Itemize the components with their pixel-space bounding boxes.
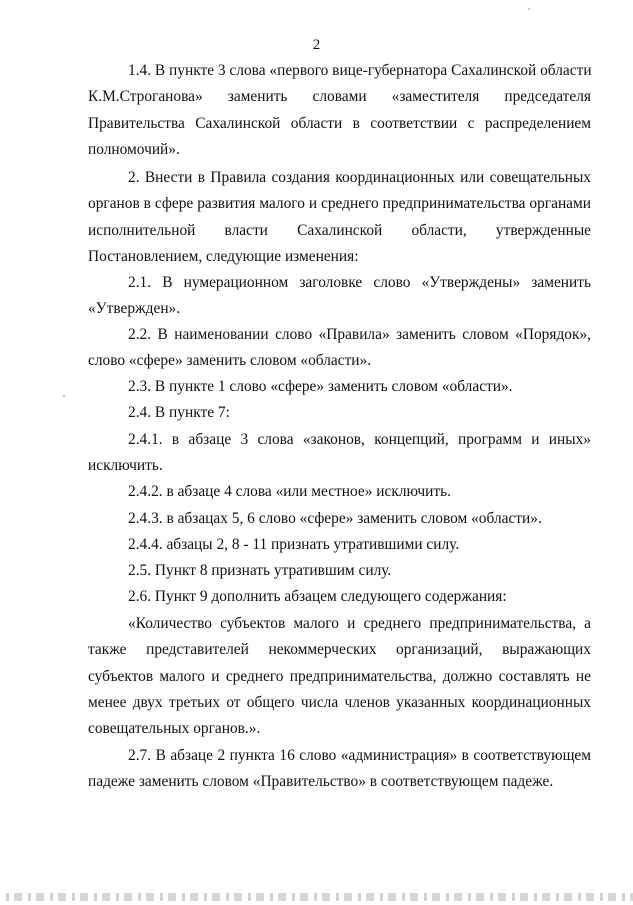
paragraph — [88, 743, 591, 796]
text-line: 2.7. В абзаце 2 пункта 16 слово «администрация» в соответствующем — [128, 747, 591, 764]
text-line: 2.4. В пункте 7: — [128, 404, 230, 421]
text-line: совещательных органов.». — [88, 720, 261, 738]
page-number: 2 — [312, 37, 321, 53]
text-line: слово «сфере» заменить словом «области». — [88, 352, 372, 370]
text-line: падеже заменить словом «Правительство» в соответствующем падеже. — [88, 773, 554, 791]
scan-edge-noise — [0, 893, 633, 901]
paragraph — [88, 58, 591, 163]
text-line: 2.2. В наименовании слово «Правила» заменить словом «Порядок», — [128, 326, 591, 343]
scan-speck — [528, 8, 530, 10]
paragraph — [88, 611, 591, 742]
paragraph — [88, 479, 591, 505]
text-line: исполнительной власти Сахалинской области, утвержденные — [88, 221, 591, 239]
paragraph — [88, 322, 591, 375]
paragraph — [88, 427, 591, 480]
text-line: 2. Внести в Правила создания координационных или совещательных — [128, 169, 591, 186]
paragraph — [88, 400, 591, 426]
paragraph — [88, 270, 591, 323]
text-line: «Количество субъектов малого и среднего предпринимательства, а — [128, 615, 591, 632]
text-line: 2.5. Пункт 8 признать утратившим силу. — [128, 562, 392, 579]
text-line: также представителей некоммерческих организаций, выражающих — [88, 641, 591, 659]
text-line: исключить. — [88, 457, 163, 475]
text-line: Постановлением, следующие изменения: — [88, 247, 359, 265]
scan-speck — [63, 395, 65, 397]
paragraph — [88, 558, 591, 584]
text-line: 2.3. В пункте 1 слово «сфере» заменить словом «области». — [128, 378, 513, 395]
paragraph — [88, 374, 591, 400]
text-line: 2.4.1. в абзаце 3 слова «законов, концепций, программ и иных» — [128, 431, 591, 448]
text-line: «Утвержден». — [88, 300, 181, 318]
text-line: 2.1. В нумерационном заголовке слово «Утверждены» заменить — [128, 274, 591, 291]
paragraph — [88, 584, 591, 610]
text-line: субъектов малого и среднего предпринимательства, должно составлять не — [88, 667, 591, 685]
text-line: 2.4.3. в абзацах 5, 6 слово «сфере» заменить словом «области». — [128, 510, 542, 527]
text-line: органов в сфере развития малого и среднего предпринимательства органами — [88, 195, 591, 213]
paragraph — [88, 532, 591, 558]
paragraph — [88, 506, 591, 532]
text-line: К.М.Строганова» заменить словами «заместителя председателя — [88, 88, 591, 106]
paragraph — [88, 165, 591, 270]
text-line: 2.6. Пункт 9 дополнить абзацем следующего содержания: — [128, 588, 507, 605]
text-line: полномочий». — [88, 140, 180, 158]
text-line: 1.4. В пункте 3 слова «первого вице-губернатора Сахалинской области — [128, 62, 592, 79]
text-line: Правительства Сахалинской области в соответствии с распределением — [88, 114, 591, 132]
text-line: 2.4.2. в абзаце 4 слова «или местное» исключить. — [128, 483, 451, 500]
text-line: менее двух третьих от общего числа членов указанных координационных — [88, 693, 591, 711]
text-line: 2.4.4. абзацы 2, 8 - 11 признать утратившими силу. — [128, 536, 460, 553]
